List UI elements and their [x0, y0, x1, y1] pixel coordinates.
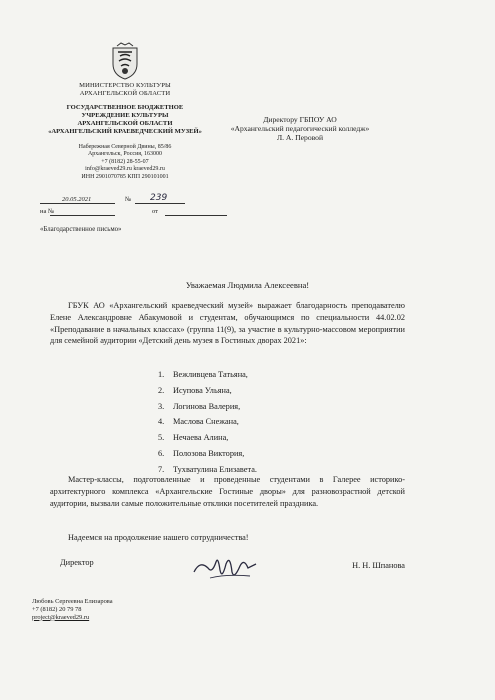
list-item: [158, 430, 257, 446]
letter-date: 20.05.2021: [62, 196, 92, 203]
ref-label: на №: [40, 208, 55, 215]
org-line: АРХАНГЕЛЬСКОЙ ОБЛАСТИ: [77, 120, 173, 127]
date-underline: [40, 203, 115, 204]
number-label: №: [125, 196, 132, 203]
list-number: 2.: [158, 385, 165, 395]
contact-phone: +7 (8182) 20 79 78: [32, 605, 82, 613]
student-name: Исупова Ульяна,: [173, 385, 232, 395]
list-item: [158, 367, 257, 383]
body-paragraph-2: Мастер-классы, подготовленные и проведенные студентами в Галерее историко-архитектурного комплекса «Архангельские Гостиные дворы» для разновозрастной детской аудитории, вызвали самые положительные отклики посетителей праздника.: [50, 475, 405, 508]
students-list: [158, 367, 257, 478]
address-line: Набережная Северной Двины, 85/86: [78, 144, 172, 150]
ministry-line: АРХАНГЕЛЬСКОЙ ОБЛАСТИ: [79, 90, 171, 97]
student-name: Логинова Валерия,: [173, 401, 241, 411]
signatory-name: Н. Н. Шпанова: [352, 561, 405, 570]
list-item: [158, 414, 257, 430]
student-name: Маслова Снежана,: [173, 417, 239, 427]
list-number: 7.: [158, 464, 165, 474]
handwritten-signature-icon: [190, 550, 260, 584]
sender-address: [40, 144, 210, 181]
address-line: Архангельск, Россия, 163000: [87, 151, 163, 158]
list-item: [158, 446, 257, 462]
addressee-line: Директору ГБПОУ АО: [263, 115, 337, 124]
student-name: Тухватулина Елизавета.: [173, 464, 257, 474]
contact-email: project@kraeved29.ru: [32, 613, 90, 621]
org-line: «АРХАНГЕЛЬСКИЙ КРАЕВЕДЧЕСКИЙ МУЗЕЙ»: [48, 128, 202, 135]
list-number: 1.: [158, 370, 165, 379]
salutation: Уважаемая Людмила Алексеевна!: [185, 280, 310, 290]
list-number: 4.: [158, 417, 165, 427]
address-line: ИНН 2901070785 КПП 290101001: [81, 173, 169, 180]
addressee-line: «Архангельский педагогический колледж»: [230, 124, 370, 133]
from-label: от: [152, 208, 159, 215]
contact-footer: [32, 598, 113, 621]
list-number: 5.: [158, 433, 165, 443]
list-item: [158, 383, 257, 399]
organization-name: [40, 104, 210, 136]
address-line: +7 (8182) 28-55-07: [101, 158, 149, 165]
letter-subject: «Благодарственное письмо»: [40, 226, 122, 233]
org-line: УЧРЕЖДЕНИЕ КУЛЬТУРЫ: [81, 112, 169, 119]
address-line: info@kraeved29.ru kraeved29.ru: [85, 166, 165, 173]
list-number: 6.: [158, 448, 165, 458]
addressee-block: [205, 115, 395, 142]
student-name: Полозова Виктория,: [173, 448, 245, 458]
sender-block: [40, 42, 210, 181]
ministry-line: МИНИСТЕРСТВО КУЛЬТУРЫ: [79, 82, 171, 89]
list-number: 3.: [158, 401, 165, 411]
body-paragraph-3: Надеемся на продолжение нашего сотрудничества!: [68, 533, 249, 542]
letter-number: 239: [150, 193, 168, 203]
student-name: Нечаева Алина,: [173, 433, 229, 443]
body-paragraph-1: ГБУК АО «Архангельский краеведческий музей» выражает благодарность преподавателю Елене Александровне Абакумовой и студентам, обучающимся по специальности 44.02.02 «Преподавание в начальных классах» (группа 11(9), за участие в культурно-массовом мероприятии для семейной аудитории «Детский день музея в Гостиных дворах 2021»:: [50, 301, 405, 346]
ref-underline: [50, 215, 115, 216]
signatory-title: Директор: [60, 558, 94, 567]
addressee-line: Л. А. Перовой: [276, 133, 324, 142]
number-underline: [135, 203, 185, 204]
org-line: ГОСУДАРСТВЕННОЕ БЮДЖЕТНОЕ: [66, 104, 184, 111]
contact-name: Любовь Сергеевна Елизарова: [32, 598, 113, 605]
signature-row: [50, 558, 405, 588]
ministry-name: [40, 82, 210, 98]
coat-of-arms-emblem-icon: [110, 42, 140, 80]
list-item: [158, 399, 257, 415]
from-underline: [165, 215, 227, 216]
student-name: Вежливцева Татьяна,: [173, 370, 248, 379]
